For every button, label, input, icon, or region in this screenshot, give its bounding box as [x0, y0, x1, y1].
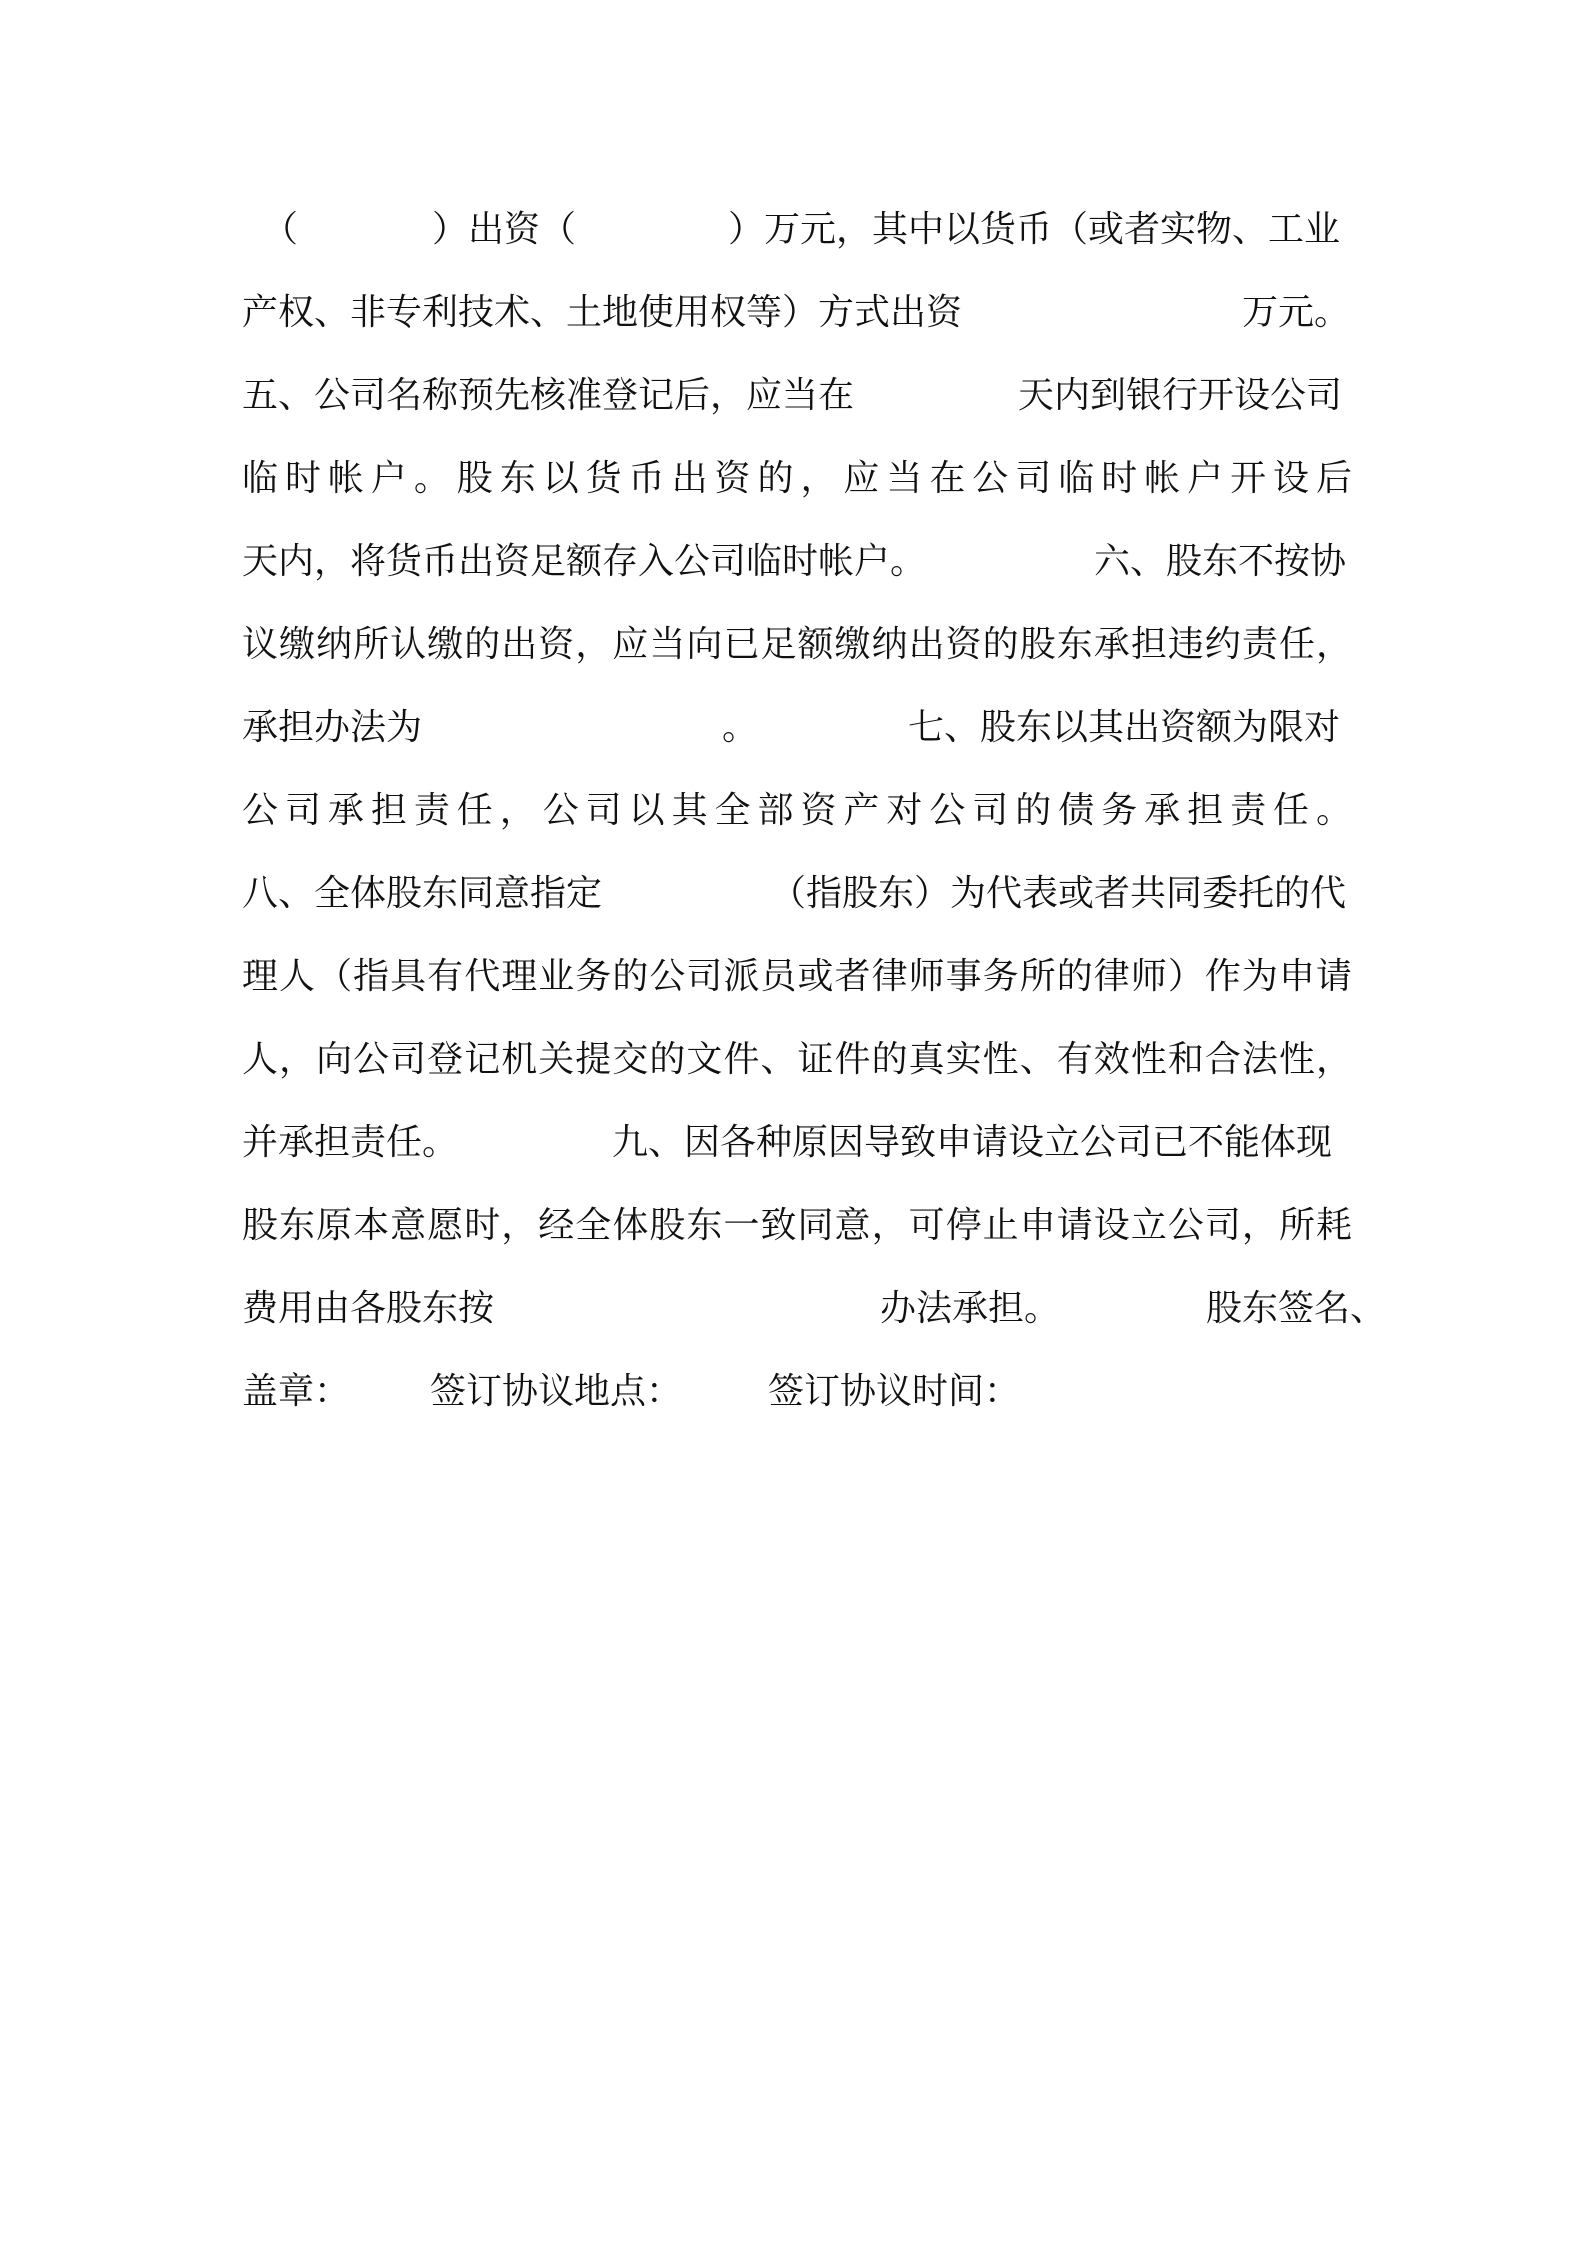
document-line: [0, 366, 1343, 426]
line-segment: ）万元，其中以货币（或者实物、工业: [728, 209, 1341, 250]
document-line: 股东原本意愿时，经全体股东一致同意，可停止申请设立公司，所耗: [242, 1205, 1352, 1246]
signing-time-label: 签订协议时间：: [768, 1371, 1021, 1412]
line-segment: 股东签名、: [1206, 1288, 1387, 1329]
document-line: [0, 200, 1341, 260]
line-segment: 产权、非专利技术、土地使用权等）方式出资: [242, 292, 963, 333]
line-segment: 费用由各股东按: [242, 1288, 495, 1329]
document-line: [0, 532, 1347, 592]
document-line: [0, 1279, 1387, 1339]
document-line: [0, 698, 1341, 758]
document-line: 公司承担责任，公司以其全部资产对公司的债务承担责任。: [242, 790, 1352, 831]
line-segment: 办法承担。: [880, 1288, 1061, 1329]
document-line: 人，向公司登记机关提交的文件、证件的真实性、有效性和合法性，: [242, 1039, 1352, 1080]
line-segment: 万元。: [1242, 292, 1351, 333]
line-segment: 五、公司名称预先核准登记后，应当在: [242, 375, 855, 416]
document-line: [0, 283, 1351, 343]
document-line: [0, 864, 1347, 924]
line-segment: 并承担责任。: [242, 1122, 459, 1163]
document-line: [0, 1113, 1333, 1173]
line-segment: （指股东）为代表或者共同委托的代: [770, 873, 1347, 914]
line-segment: 天内，将货币出资足额存入公司临时帐户。: [242, 541, 927, 582]
line-segment: （: [262, 209, 299, 250]
line-segment: 承担办法为: [242, 707, 423, 748]
line-segment: 六、股东不按协: [1094, 541, 1347, 582]
signature-label: 盖章：: [242, 1371, 351, 1412]
line-segment: 天内到银行开设公司: [1018, 375, 1343, 416]
document-line: [0, 1362, 1021, 1422]
line-segment: 九、因各种原因导致申请设立公司已不能体现: [612, 1122, 1333, 1163]
line-segment: ）出资（: [432, 209, 577, 250]
document-line: 临时帐户。股东以货币出资的，应当在公司临时帐户开设后: [242, 458, 1352, 499]
document-line: 理人（指具有代理业务的公司派员或者律师事务所的律师）作为申请: [242, 956, 1352, 997]
line-segment: 。: [722, 707, 759, 748]
line-segment: 八、全体股东同意指定: [242, 873, 603, 914]
document-line: 议缴纳所认缴的出资，应当向已足额缴纳出资的股东承担违约责任，: [242, 624, 1352, 665]
line-segment: 七、股东以其出资额为限对: [908, 707, 1341, 748]
signing-place-label: 签订协议地点：: [430, 1371, 683, 1412]
